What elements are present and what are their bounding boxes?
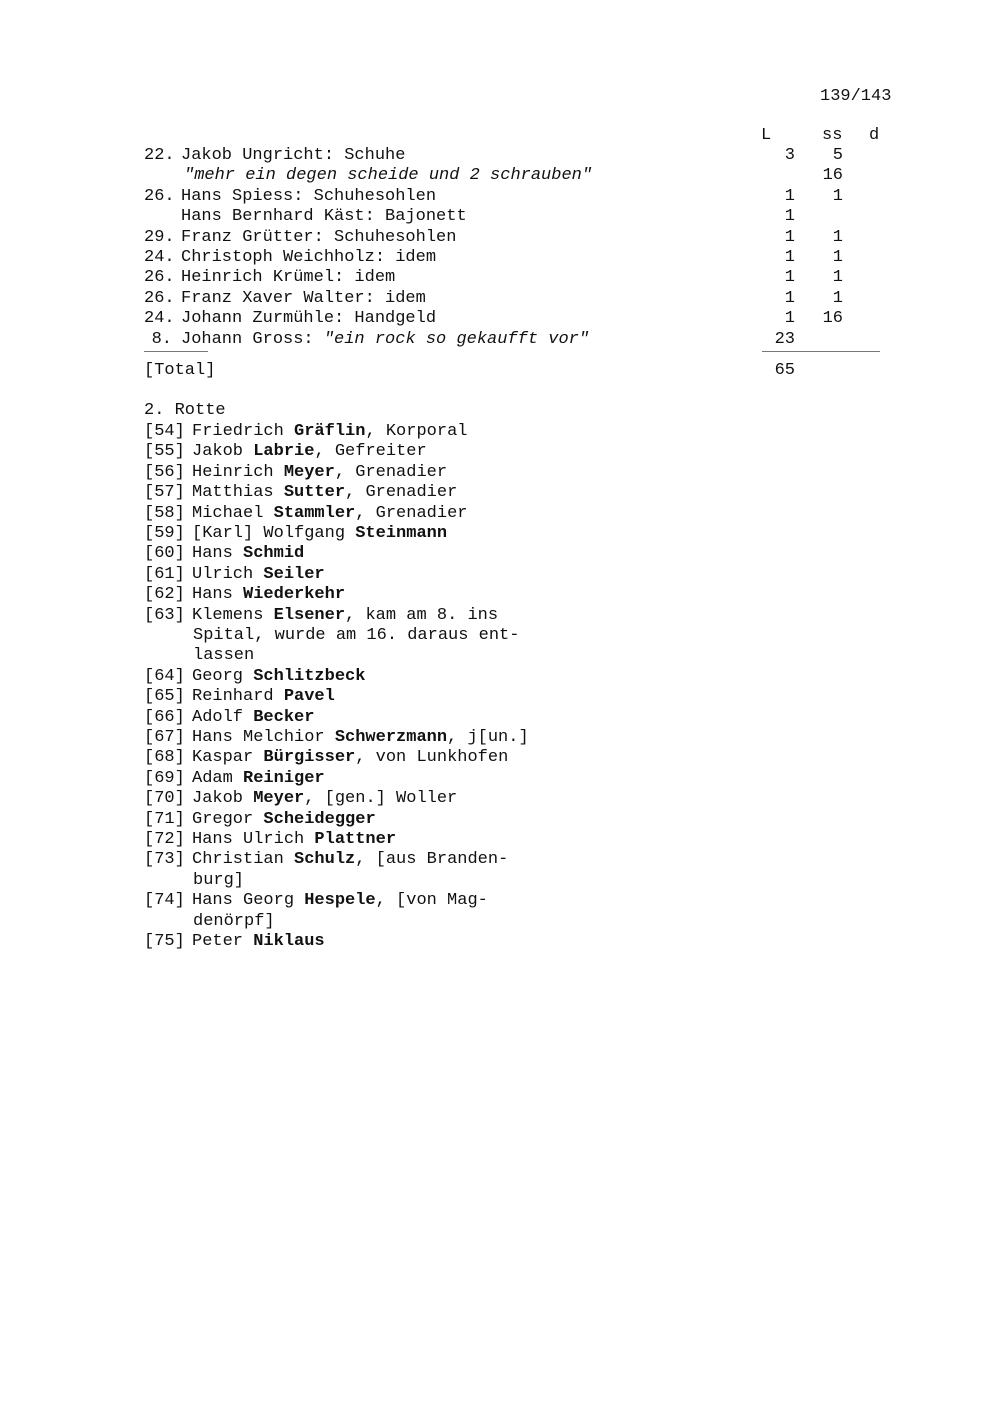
entry-l-value: 3	[784, 146, 795, 165]
entry-l-value: 1	[784, 309, 795, 329]
roster-surname: Schlitzbeck	[253, 666, 366, 686]
sum-rule	[762, 351, 880, 352]
roster-item	[144, 748, 508, 768]
entry-l-value: 1	[784, 268, 795, 288]
entry-l-value: 1	[784, 186, 795, 206]
entry-l-value: 1	[784, 207, 795, 227]
roster-name: Jakob Meyer, [gen.] Woller	[192, 789, 458, 809]
roster-name: Hans Ulrich Plattner	[192, 830, 397, 849]
roster-index: [71]	[144, 809, 185, 829]
roster-index: [64]	[144, 666, 185, 686]
entry-l-value: 1	[784, 288, 795, 308]
roster-item	[144, 830, 396, 850]
roster-item	[144, 769, 325, 789]
entry-description: Hans Bernhard Käst: Bajonett	[181, 207, 467, 227]
roster-surname: Schwerzmann	[334, 728, 448, 747]
roster-name: [Karl] Wolfgang Steinmann	[192, 524, 448, 543]
roster-surname: Steinmann	[355, 524, 448, 543]
entry-number: 26.	[144, 268, 175, 288]
entry-ss-value: 1	[832, 186, 843, 206]
roster-index: [65]	[144, 687, 185, 707]
entry-row	[0, 309, 1000, 329]
roster-name: Adam Reiniger	[192, 768, 325, 788]
roster-item	[144, 667, 365, 687]
entry-description: Johann Gross: "ein rock so gekaufft vor"	[181, 329, 590, 349]
roster-index: [57]	[144, 483, 185, 503]
entry-number: 24.	[144, 309, 175, 329]
roster-surname: Niklaus	[253, 932, 325, 951]
roster-item	[144, 504, 467, 524]
roster-continuation: lassen	[193, 646, 255, 666]
roster-item	[144, 810, 376, 830]
entry-number: 26.	[144, 186, 175, 206]
roster-index: [61]	[144, 564, 185, 584]
roster-name: Michael Stammler, Grenadier	[192, 503, 468, 523]
roster-index: [63]	[144, 605, 185, 625]
roster-item	[144, 606, 498, 626]
roster-index: [68]	[144, 748, 185, 768]
roster-index: [58]	[144, 503, 185, 523]
roster-name: Georg Schlitzbeck	[192, 666, 366, 686]
section-title: 2. Rotte	[144, 401, 226, 420]
entry-ss-value: 1	[832, 248, 843, 267]
roster-name: Jakob Labrie, Gefreiter	[192, 442, 427, 462]
entry-row	[0, 207, 1000, 227]
roster-name: Hans Melchior Schwerzmann, j[un.]	[192, 728, 529, 747]
column-header-l: L	[761, 126, 772, 145]
roster-index: [72]	[144, 830, 185, 849]
column-header-ss: ss	[822, 126, 843, 145]
roster-continuation: denörpf]	[193, 911, 275, 931]
entry-l-value: 1	[784, 227, 795, 247]
roster-surname: Pavel	[283, 687, 335, 707]
roster-index: [56]	[144, 462, 185, 482]
entry-l-value: 1	[784, 248, 795, 267]
roster-index: [66]	[144, 707, 185, 727]
roster-index: [59]	[144, 524, 185, 543]
entry-description: Franz Xaver Walter: idem	[181, 288, 426, 308]
roster-name: Hans Wiederkehr	[192, 585, 346, 605]
roster-surname: Schmid	[243, 544, 305, 564]
roster-item	[144, 708, 314, 728]
roster-item	[144, 687, 335, 707]
entry-description: Franz Grütter: Schuhesohlen	[181, 227, 457, 247]
roster-surname: Meyer	[253, 789, 305, 809]
entry-row	[0, 228, 1000, 248]
page-number: 139/143	[820, 87, 892, 106]
total-value: 65	[774, 361, 795, 380]
roster-index: [69]	[144, 768, 185, 788]
roster-surname: Becker	[253, 707, 315, 727]
entry-description	[184, 166, 592, 185]
entry-ss-value: 1	[832, 268, 843, 288]
entry-ss-value: 16	[822, 309, 843, 329]
entry-description: Christoph Weichholz: idem	[181, 248, 437, 267]
roster-item	[144, 422, 467, 442]
roster-item	[144, 442, 427, 462]
entry-number: 29.	[144, 227, 175, 247]
entry-ss-value: 1	[832, 227, 843, 247]
entry-ss-value: 1	[832, 288, 843, 308]
entry-description: Heinrich Krümel: idem	[181, 268, 396, 288]
entry-number: 24.	[144, 248, 175, 267]
roster-item	[144, 891, 488, 911]
roster-continuation: burg]	[193, 870, 245, 890]
roster-continuation: Spital, wurde am 16. daraus ent-	[193, 626, 520, 645]
entry-quote: "ein rock so gekaufft vor"	[323, 329, 590, 349]
roster-item	[144, 850, 508, 870]
entry-number: 8.	[151, 329, 172, 349]
entry-description: Jakob Ungricht: Schuhe	[181, 146, 406, 165]
roster-item	[144, 585, 345, 605]
roster-surname: Sutter	[283, 483, 346, 503]
entry-row	[0, 289, 1000, 309]
roster-index: [54]	[144, 422, 185, 441]
roster-name: Friedrich Gräflin, Korporal	[192, 422, 468, 441]
roster-item	[144, 524, 447, 544]
roster-surname: Seiler	[263, 564, 325, 584]
entry-l-value: 23	[774, 329, 795, 349]
entry-row	[0, 146, 1000, 166]
roster-item	[144, 932, 325, 952]
roster-surname: Scheidegger	[263, 809, 376, 829]
roster-index: [55]	[144, 442, 185, 462]
entry-description: Hans Spiess: Schuhesohlen	[181, 186, 437, 206]
entry-row	[0, 268, 1000, 288]
roster-item	[144, 565, 325, 585]
entry-number: 26.	[144, 288, 175, 308]
roster-name: Gregor Scheidegger	[192, 809, 376, 829]
roster-index: [75]	[144, 932, 185, 951]
entry-row	[0, 187, 1000, 207]
left-rule	[144, 351, 208, 352]
roster-surname: Elsener	[273, 605, 346, 625]
roster-index: [74]	[144, 891, 185, 911]
roster-surname: Plattner	[314, 830, 397, 849]
roster-name: Peter Niklaus	[192, 932, 325, 951]
entry-quote: "mehr ein degen scheide und 2 schrauben"	[184, 166, 593, 186]
roster-surname: Labrie	[253, 442, 315, 462]
roster-index: [60]	[144, 544, 185, 564]
roster-name: Hans Georg Hespele, [von Mag-	[192, 891, 488, 911]
entry-number: 22.	[144, 146, 175, 165]
entry-row	[0, 248, 1000, 268]
roster-surname: Hespele	[304, 891, 376, 911]
roster-surname: Gräflin	[294, 422, 366, 441]
roster-surname: Reiniger	[243, 768, 325, 788]
total-label: [Total]	[144, 361, 216, 380]
entry-row	[0, 330, 1000, 350]
entry-ss-value: 5	[832, 146, 843, 165]
column-header-d: d	[869, 126, 880, 145]
roster-index: [70]	[144, 789, 185, 809]
roster-item	[144, 789, 457, 809]
roster-name: Matthias Sutter, Grenadier	[192, 483, 458, 503]
roster-index: [62]	[144, 585, 185, 605]
entry-ss-value: 16	[822, 166, 843, 186]
roster-name: Kaspar Bürgisser, von Lunkhofen	[192, 748, 509, 768]
roster-name: Heinrich Meyer, Grenadier	[192, 462, 448, 482]
roster-name: Hans Schmid	[192, 544, 305, 564]
roster-index: [73]	[144, 850, 185, 870]
roster-item	[144, 544, 304, 564]
roster-item	[144, 463, 447, 483]
roster-name: Christian Schulz, [aus Branden-	[192, 850, 509, 870]
roster-surname: Wiederkehr	[243, 585, 346, 605]
roster-item	[144, 728, 529, 748]
roster-index: [67]	[144, 728, 185, 747]
entry-description: Johann Zurmühle: Handgeld	[181, 309, 437, 329]
roster-name: Klemens Elsener, kam am 8. ins	[192, 605, 499, 625]
roster-name: Ulrich Seiler	[192, 564, 325, 584]
roster-surname: Bürgisser	[263, 748, 356, 768]
roster-surname: Schulz	[294, 850, 356, 870]
roster-name: Adolf Becker	[192, 707, 315, 727]
roster-item	[144, 483, 457, 503]
roster-surname: Stammler	[273, 503, 356, 523]
roster-name: Reinhard Pavel	[192, 687, 335, 707]
roster-surname: Meyer	[283, 462, 335, 482]
entry-row	[0, 166, 1000, 186]
